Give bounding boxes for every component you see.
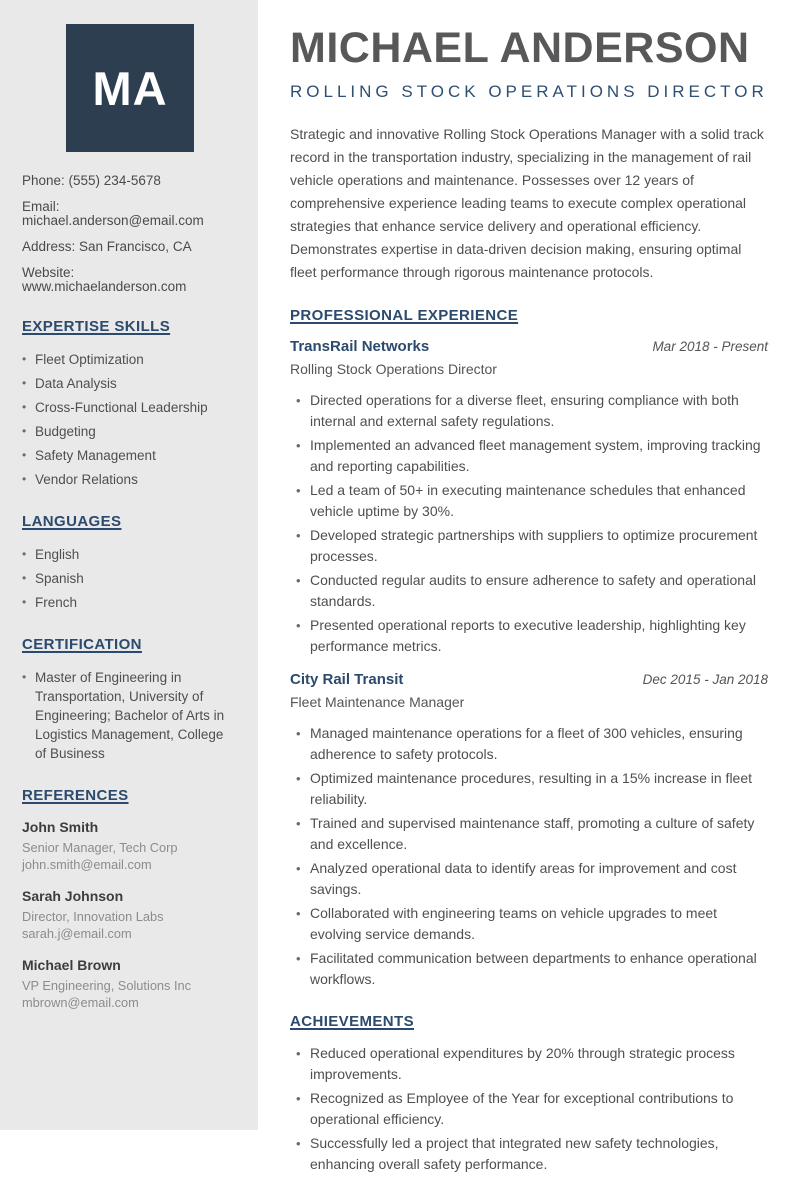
job-bullet-list [290, 390, 768, 657]
skill-item: • Budgeting [22, 422, 238, 441]
certification-item: • Master of Engineering in Transportation, University of Engineering; Bachelor of Arts in Logistics Management, College of Business [22, 668, 238, 763]
reference-email: sarah.j@email.com [22, 926, 132, 941]
person-job-title: ROLLING STOCK OPERATIONS DIRECTOR [290, 82, 768, 101]
achievements-list [290, 1043, 768, 1175]
skills-list [22, 350, 238, 489]
reference-name: Sarah Johnson [22, 888, 124, 904]
job-bullet: • Developed strategic partnerships with suppliers to optimize procurement processes. [290, 525, 768, 567]
avatar-initials: MA [92, 61, 168, 115]
job-bullet: • Presented operational reports to executive leadership, highlighting key performance metrics. [290, 615, 768, 657]
languages-heading: LANGUAGES [22, 513, 122, 530]
job-bullet: • Directed operations for a diverse fleet, ensuring compliance with both internal and external safety regulations. [290, 390, 768, 432]
section-achievements [290, 1013, 768, 1175]
job-bullet: • Led a team of 50+ in executing maintenance schedules that enhanced vehicle uptime by 30%. [290, 480, 768, 522]
expertise-skills-heading: EXPERTISE SKILLS [22, 318, 171, 335]
job-dates: Mar 2018 - Present [652, 339, 768, 354]
reference-entry [22, 888, 238, 942]
achievements-heading: ACHIEVEMENTS [290, 1013, 414, 1030]
contact-address: Address: San Francisco, CA [22, 239, 192, 254]
section-certification [22, 636, 238, 763]
job-bullet-list [290, 723, 768, 990]
section-expertise-skills [22, 318, 238, 489]
professional-experience-heading: PROFESSIONAL EXPERIENCE [290, 307, 519, 324]
reference-name: John Smith [22, 819, 99, 835]
section-languages [22, 513, 238, 612]
job-dates: Dec 2015 - Jan 2018 [642, 672, 768, 687]
job-header [290, 338, 768, 355]
contact-email: Email: michael.anderson@email.com [22, 199, 204, 228]
main-content [290, 0, 768, 1178]
achievement-bullet: • Successfully led a project that integrated new safety technologies, enhancing overall safety performance. [290, 1133, 768, 1175]
reference-role: Director, Innovation Labs [22, 909, 164, 924]
company-name: City Rail Transit [290, 671, 404, 688]
contact-website: Website: www.michaelanderson.com [22, 265, 187, 294]
section-references [22, 787, 238, 1011]
reference-role: Senior Manager, Tech Corp [22, 840, 178, 855]
achievement-bullet: • Recognized as Employee of the Year for exceptional contributions to operational efficiency. [290, 1088, 768, 1130]
reference-entry [22, 957, 238, 1011]
skill-item: • Vendor Relations [22, 470, 238, 489]
reference-email: mbrown@email.com [22, 995, 139, 1010]
skill-item: • Fleet Optimization [22, 350, 238, 369]
section-professional-experience [290, 307, 768, 990]
avatar [66, 24, 194, 152]
reference-email: john.smith@email.com [22, 857, 152, 872]
job-role: Rolling Stock Operations Director [290, 361, 497, 377]
company-name: TransRail Networks [290, 338, 430, 355]
job-bullet: • Implemented an advanced fleet management system, improving tracking and reporting capabilities. [290, 435, 768, 477]
job-bullet: • Trained and supervised maintenance staff, promoting a culture of safety and excellence. [290, 813, 768, 855]
job-bullet: • Collaborated with engineering teams on vehicle upgrades to meet evolving service demands. [290, 903, 768, 945]
language-item: • Spanish [22, 569, 238, 588]
certification-heading: CERTIFICATION [22, 636, 142, 653]
job-entry [290, 671, 768, 990]
job-bullet: • Managed maintenance operations for a fleet of 300 vehicles, ensuring adherence to safety protocols. [290, 723, 768, 765]
profile-summary: Strategic and innovative Rolling Stock Operations Manager with a solid track record in the transportation industry, specializing in the management of rail vehicle operations and maintenance. Possesses over 12 years of comprehensive experience leading teams to execute complex operational strategies that enhance service delivery and operational efficiency. Demonstrates expertise in data-driven decision making, ensuring optimal fleet performance through rigorous maintenance protocols. [290, 126, 764, 280]
language-item: • English [22, 545, 238, 564]
references-heading: REFERENCES [22, 787, 129, 804]
job-header [290, 671, 768, 688]
job-role: Fleet Maintenance Manager [290, 694, 465, 710]
job-bullet: • Conducted regular audits to ensure adherence to safety and operational standards. [290, 570, 768, 612]
languages-list [22, 545, 238, 612]
person-name: MICHAEL ANDERSON [290, 24, 750, 72]
skill-item: • Data Analysis [22, 374, 238, 393]
achievement-bullet: • Reduced operational expenditures by 20% through strategic process improvements. [290, 1043, 768, 1085]
reference-entry [22, 819, 238, 873]
language-item: • French [22, 593, 238, 612]
job-entry [290, 338, 768, 657]
reference-name: Michael Brown [22, 957, 121, 973]
certification-list [22, 668, 238, 763]
skill-item: • Cross-Functional Leadership [22, 398, 238, 417]
contact-phone: Phone: (555) 234-5678 [22, 173, 161, 188]
sidebar [0, 0, 258, 1130]
contact-info [22, 174, 238, 294]
job-bullet: • Optimized maintenance procedures, resulting in a 15% increase in fleet reliability. [290, 768, 768, 810]
reference-role: VP Engineering, Solutions Inc [22, 978, 192, 993]
job-bullet: • Analyzed operational data to identify areas for improvement and cost savings. [290, 858, 768, 900]
skill-item: • Safety Management [22, 446, 238, 465]
job-bullet: • Facilitated communication between departments to enhance operational workflows. [290, 948, 768, 990]
